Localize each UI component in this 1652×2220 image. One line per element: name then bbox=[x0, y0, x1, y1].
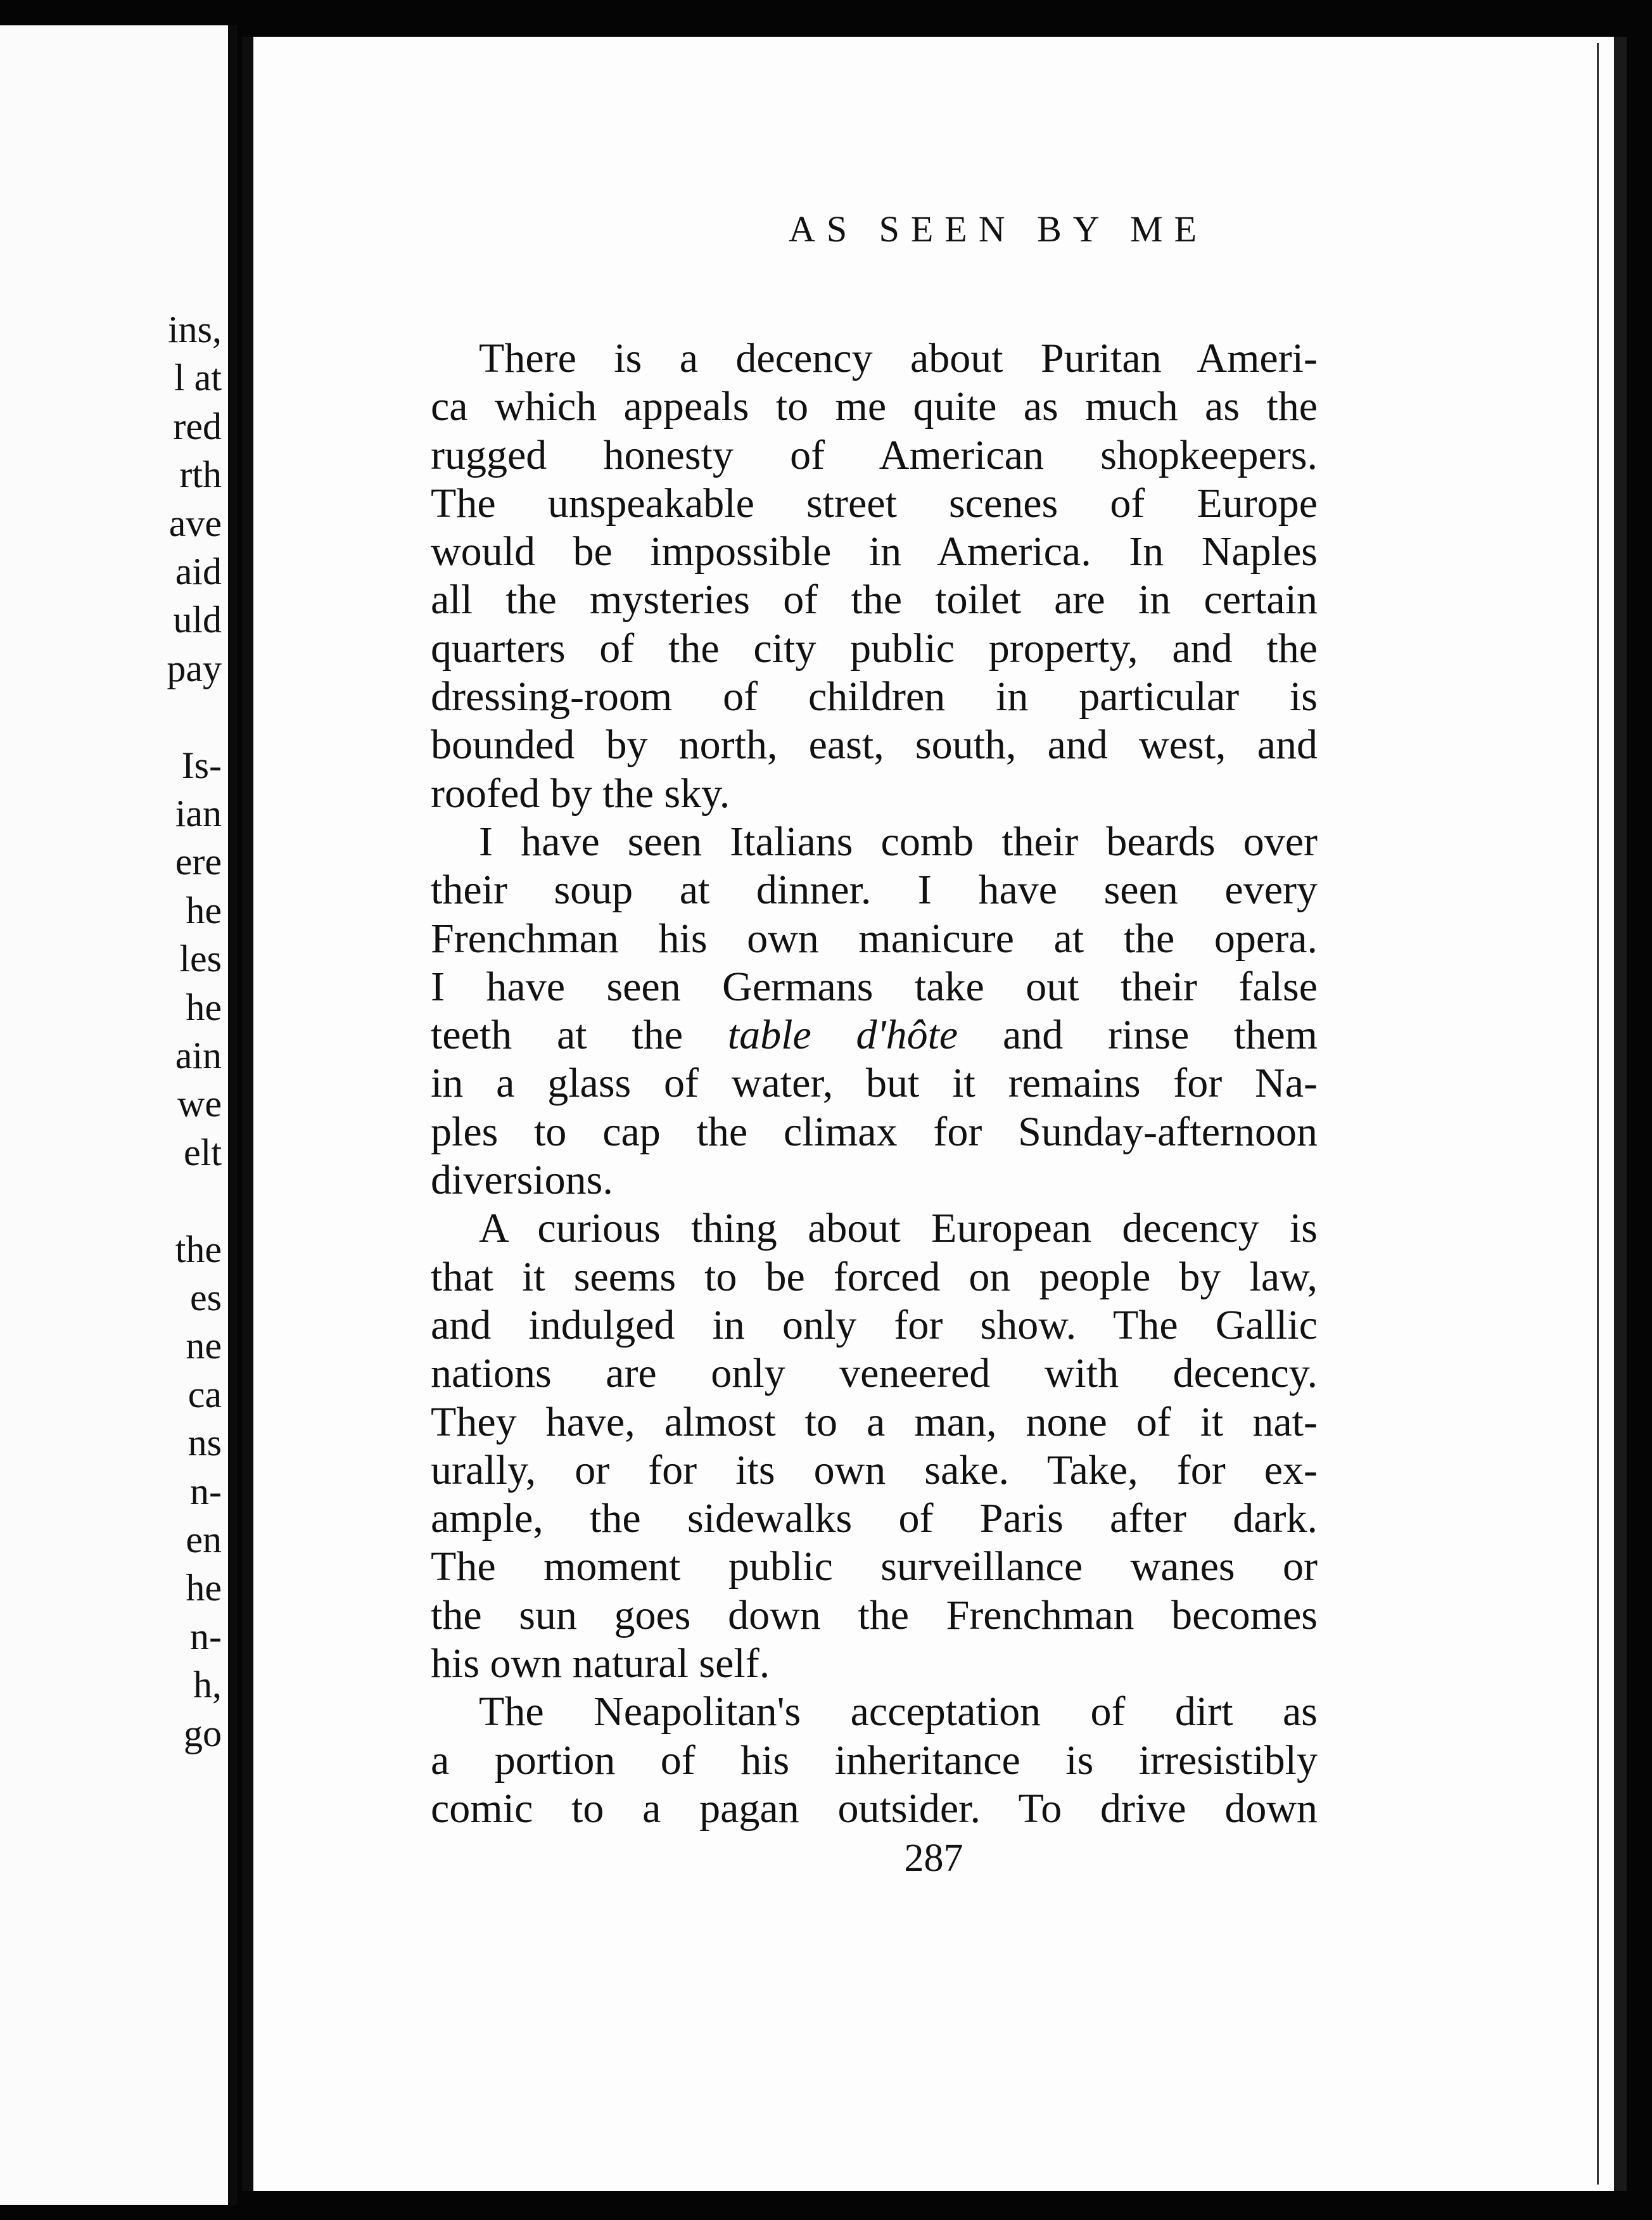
text-line: I have seen Germans take out their false bbox=[431, 963, 1318, 1010]
text-line: rugged honesty of American shopkeepers. bbox=[431, 431, 1318, 478]
facing-page-line: h, bbox=[193, 1664, 222, 1706]
text-line: Frenchman his own manicure at the opera. bbox=[431, 915, 1318, 962]
text-line: diversions. bbox=[431, 1157, 613, 1204]
text-line: quarters of the city public property, and the bbox=[431, 625, 1318, 672]
text-line-with-italic bbox=[431, 1011, 1318, 1059]
facing-page-line: l at bbox=[174, 357, 222, 399]
facing-page-line: ins, bbox=[167, 309, 222, 350]
text-line: The Neapolitan's acceptation of dirt as bbox=[479, 1688, 1318, 1735]
facing-page-line: aid bbox=[175, 551, 222, 592]
facing-page-line: en bbox=[186, 1519, 222, 1560]
facing-page-line: ns bbox=[187, 1422, 222, 1464]
facing-page-line: red bbox=[173, 405, 222, 447]
text-line: that it seems to be forced on people by law, bbox=[431, 1253, 1318, 1300]
body-text bbox=[431, 335, 1318, 1833]
text-line: his own natural self. bbox=[431, 1640, 770, 1687]
facing-page-line: Is- bbox=[181, 744, 222, 786]
text-line: The moment public surveillance wanes or bbox=[431, 1543, 1318, 1590]
text-fragment: teeth at the bbox=[431, 1012, 683, 1059]
text-line: They have, almost to a man, none of it nat- bbox=[431, 1398, 1318, 1445]
facing-page-line: elt bbox=[184, 1131, 222, 1173]
facing-page-line: ne bbox=[186, 1325, 222, 1367]
text-line: ples to cap the climax for Sunday-afternoon bbox=[431, 1108, 1318, 1155]
text-line: A curious thing about European decency is bbox=[479, 1205, 1318, 1252]
facing-page-line: pay bbox=[167, 647, 222, 689]
facing-page-line: ave bbox=[168, 502, 222, 544]
facing-page-line: ca bbox=[187, 1373, 222, 1415]
facing-page-line: we bbox=[177, 1083, 222, 1125]
text-line: all the mysteries of the toilet are in certain bbox=[431, 577, 1318, 623]
running-head: AS SEEN BY ME bbox=[788, 208, 1209, 250]
text-line: There is a decency about Puritan Ameri- bbox=[479, 335, 1318, 381]
page-number: 287 bbox=[904, 1837, 963, 1880]
facing-page-line: les bbox=[179, 938, 222, 980]
facing-page-line: he bbox=[186, 986, 222, 1028]
facing-page-line: n- bbox=[190, 1615, 222, 1657]
text-line: The unspeakable street scenes of Europe bbox=[431, 480, 1318, 526]
text-line: a portion of his inheritance is irresistibly bbox=[431, 1737, 1318, 1783]
facing-page-fragment bbox=[0, 25, 237, 2205]
text-line: the sun goes down the Frenchman becomes bbox=[431, 1592, 1318, 1638]
text-line: and indulged in only for show. The Gallic bbox=[431, 1301, 1318, 1348]
facing-page-line: he bbox=[186, 889, 222, 931]
facing-page-line: rth bbox=[179, 454, 222, 496]
text-fragment: and rinse them bbox=[1002, 1012, 1318, 1059]
facing-page-line: es bbox=[190, 1277, 222, 1318]
text-line: dressing-room of children in particular is bbox=[431, 673, 1318, 720]
italic-phrase: table d'hôte bbox=[727, 1012, 958, 1059]
text-line: I have seen Italians comb their beards over bbox=[479, 818, 1318, 865]
facing-page-line: ere bbox=[175, 841, 222, 883]
text-line: urally, or for its own sake. Take, for ex- bbox=[431, 1446, 1318, 1493]
facing-page-line: n- bbox=[190, 1470, 222, 1512]
book-page bbox=[242, 37, 1627, 2191]
text-line: their soup at dinner. I have seen every bbox=[431, 867, 1318, 914]
text-line: roofed by the sky. bbox=[431, 770, 730, 817]
text-line: would be impossible in America. In Naples bbox=[431, 528, 1318, 575]
text-line: nations are only veneered with decency. bbox=[431, 1350, 1318, 1397]
facing-page-line: ian bbox=[175, 793, 222, 834]
text-line: in a glass of water, but it remains for Na- bbox=[431, 1060, 1318, 1107]
text-line: bounded by north, east, south, and west, and bbox=[431, 722, 1318, 769]
facing-page-line: he bbox=[186, 1567, 222, 1609]
facing-page-line: go bbox=[184, 1712, 222, 1754]
text-line: ca which appeals to me quite as much as the bbox=[431, 383, 1318, 430]
text-line: ample, the sidewalks of Paris after dark. bbox=[431, 1495, 1318, 1542]
facing-page-line: ain bbox=[175, 1035, 222, 1076]
facing-page-line: uld bbox=[173, 599, 222, 641]
facing-page-line: the bbox=[175, 1228, 222, 1270]
text-line: comic to a pagan outsider. To drive down bbox=[431, 1785, 1318, 1832]
